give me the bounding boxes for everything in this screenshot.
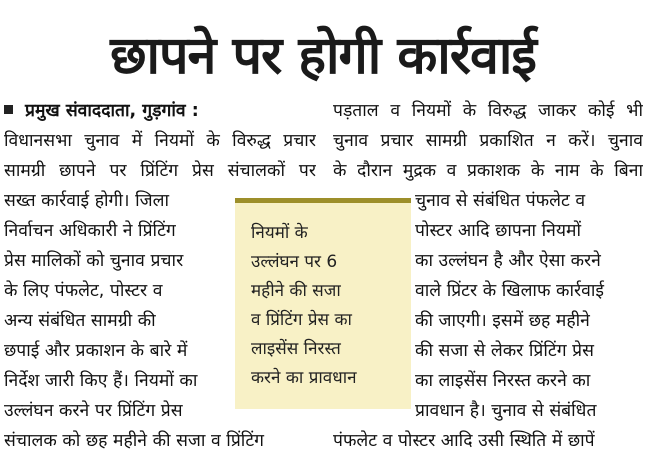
body-line: पंफलेट व पोस्टर आदि उसी स्थिति में छापें (333, 431, 595, 451)
headline: छापने पर होगी कार्रवाई (110, 26, 536, 86)
body-line: सख्त कार्रवाई होगी। जिला (4, 191, 170, 211)
body-line: पड़ताल व नियमों के विरुद्ध जाकर कोई भी (333, 101, 643, 121)
pull-quote-line: महीने की सजा (251, 281, 341, 301)
pull-quote (235, 198, 411, 409)
body-line: चुनाव प्रचार सामग्री प्रकाशित न करें। चुनाव (333, 131, 643, 151)
body-line: का लाइसेंस निरस्त करने का (415, 371, 591, 391)
byline-text: प्रमुख संवाददाता, गुड़गांव : (25, 101, 199, 121)
pull-quote-line: करने का प्रावधान (251, 368, 357, 388)
body-line: उल्लंघन करने पर प्रिंटिंग प्रेस (4, 401, 183, 421)
body-line: की जाएगी। इसमें छह महीने (415, 311, 590, 331)
body-line: वाले प्रिंटर के खिलाफ कार्रवाई (415, 281, 605, 301)
body-line: चुनाव से संबंधित पंफलेट व (415, 191, 586, 211)
body-line: पोस्टर आदि छापना नियमों (415, 221, 582, 241)
body-line: संचालक को छह महीने की सजा व प्रिंटिंग (4, 431, 264, 451)
body-line: अन्य संबंधित सामग्री की (4, 311, 156, 331)
body-line: निर्देश जारी किए हैं। नियमों का (4, 371, 198, 391)
body-line: का उल्लंघन है और ऐसा करने (415, 251, 601, 271)
body-line: की सजा से लेकर प्रिंटिंग प्रेस (415, 341, 594, 361)
pull-quote-line: उल्लंघन पर 6 (251, 252, 338, 272)
bullet-icon (4, 105, 13, 114)
body-line: विधानसभा चुनाव में नियमों के विरुद्ध प्रचार (4, 131, 316, 151)
pull-quote-line: व प्रिंटिंग प्रेस का (251, 310, 352, 330)
body-line: के लिए पंफलेट, पोस्टर व (4, 281, 163, 301)
body-line: सामग्री छापने पर प्रिंटिंग प्रेस संचालकों पर (4, 161, 316, 181)
pull-quote-line: लाइसेंस निरस्त (251, 339, 341, 359)
body-line: प्रावधान है। चुनाव से संबंधित (415, 401, 597, 421)
body-line: निर्वाचन अधिकारी ने प्रिंटिंग (4, 221, 176, 241)
body-line: के दौरान मुद्रक व प्रकाशक के नाम के बिना (333, 161, 643, 181)
body-line: प्रेस मालिकों को चुनाव प्रचार (4, 251, 184, 271)
pull-quote-line: नियमों के (251, 223, 308, 243)
byline (4, 96, 316, 126)
body-line: छपाई और प्रकाशन के बारे में (4, 341, 188, 361)
